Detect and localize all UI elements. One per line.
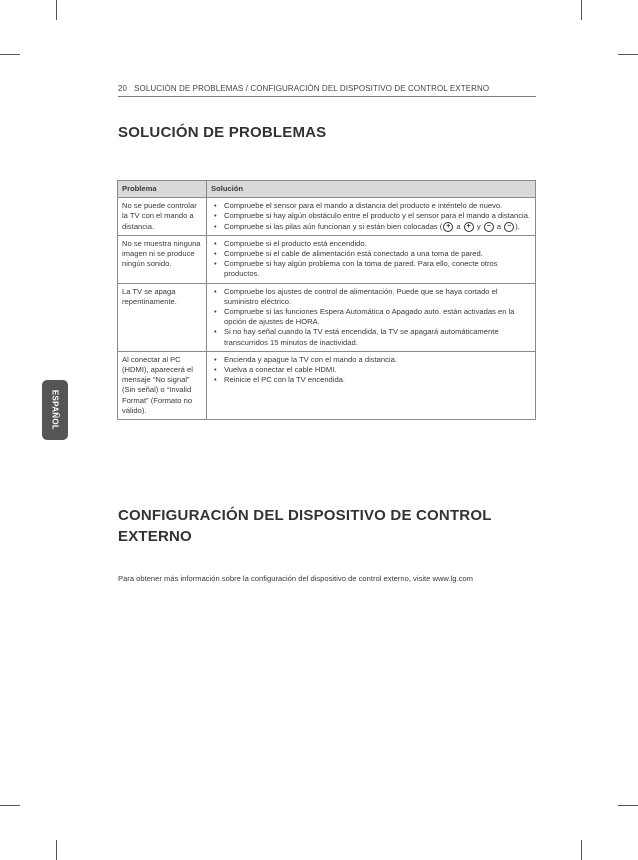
table-row bbox=[118, 283, 536, 351]
solution-item: • Compruebe el sensor para el mando a distancia del producto e inténtelo de nuevo. bbox=[211, 201, 531, 211]
crop-mark bbox=[0, 805, 20, 806]
section-title-external-control: CONFIGURACIÓN DEL DISPOSITIVO DE CONTROL EXTERNO bbox=[118, 507, 492, 545]
crop-mark bbox=[618, 805, 638, 806]
crop-mark bbox=[56, 840, 57, 860]
table-row bbox=[118, 351, 536, 419]
problem-cell: La TV se apaga repentinamente. bbox=[118, 283, 207, 351]
problem-cell: No se muestra ninguna imagen ni se produce ningún sonido. bbox=[118, 235, 207, 283]
solution-cell bbox=[207, 235, 536, 283]
troubleshooting-table bbox=[117, 180, 536, 420]
solution-cell bbox=[207, 198, 536, 236]
problem-cell: No se puede controlar la TV con el mando a distancia. bbox=[118, 198, 207, 236]
solution-item: • Compruebe si las pilas aún funcionan y si están bien colocadas ( + a + y − a − ). bbox=[211, 222, 531, 232]
plus-icon: + bbox=[464, 222, 474, 232]
crop-mark bbox=[581, 840, 582, 860]
section-title-troubleshooting: SOLUCIÓN DE PROBLEMAS bbox=[118, 124, 327, 141]
crop-mark bbox=[618, 54, 638, 55]
external-control-body: Para obtener más información sobre la configuración del dispositivo de control externo, visite www.lg.com bbox=[118, 574, 473, 583]
solution-item: • Encienda y apague la TV con el mando a distancia. bbox=[211, 355, 531, 365]
table-row bbox=[118, 198, 536, 236]
solution-item: • Reinicie el PC con la TV encendida. bbox=[211, 375, 531, 385]
col-header-solution: Solución bbox=[207, 181, 536, 198]
solution-item: • Compruebe si el cable de alimentación está conectado a una toma de pared. bbox=[211, 249, 531, 259]
header-rule bbox=[118, 96, 536, 97]
crop-mark bbox=[56, 0, 57, 20]
solution-item: • Vuelva a conectar el cable HDMI. bbox=[211, 365, 531, 375]
solution-item: • Compruebe si hay algún obstáculo entre el producto y el sensor para el mando a distancia. bbox=[211, 211, 531, 221]
table-row bbox=[118, 235, 536, 283]
language-tab bbox=[42, 380, 68, 440]
page-number: 20 bbox=[118, 84, 128, 93]
solution-cell bbox=[207, 283, 536, 351]
solution-item: • Si no hay señal cuando la TV está encendida, la TV se apagará automáticamente transcurridos 15 minutos de inactividad. bbox=[211, 327, 531, 347]
problem-cell: Al conectar al PC (HDMI), aparecerá el mensaje “No signal” (Sin señal) o “Invalid Format” (Formato no válido). bbox=[118, 351, 207, 419]
solution-item: • Compruebe si hay algún problema con la toma de pared. Para ello, conecte otros productos. bbox=[211, 259, 531, 279]
col-header-problem: Problema bbox=[118, 181, 207, 198]
crop-mark bbox=[0, 54, 20, 55]
solution-cell bbox=[207, 351, 536, 419]
minus-icon: − bbox=[484, 222, 494, 232]
running-header bbox=[118, 84, 536, 93]
language-tab-label: ESPAÑOL bbox=[50, 389, 60, 431]
running-title: SOLUCIÓN DE PROBLEMAS / CONFIGURACIÓN DEL DISPOSITIVO DE CONTROL EXTERNO bbox=[134, 84, 490, 93]
minus-icon: − bbox=[504, 222, 514, 232]
table-header-row bbox=[118, 181, 536, 198]
solution-item: • Compruebe si las funciones Espera Automática o Apagado auto. están activadas en la opción de ajustes de HORA. bbox=[211, 307, 531, 327]
plus-icon: + bbox=[443, 222, 453, 232]
crop-mark bbox=[581, 0, 582, 20]
solution-item: • Compruebe si el producto está encendido. bbox=[211, 239, 531, 249]
solution-item: • Compruebe los ajustes de control de alimentación. Puede que se haya cortado el suministro eléctrico. bbox=[211, 287, 531, 307]
